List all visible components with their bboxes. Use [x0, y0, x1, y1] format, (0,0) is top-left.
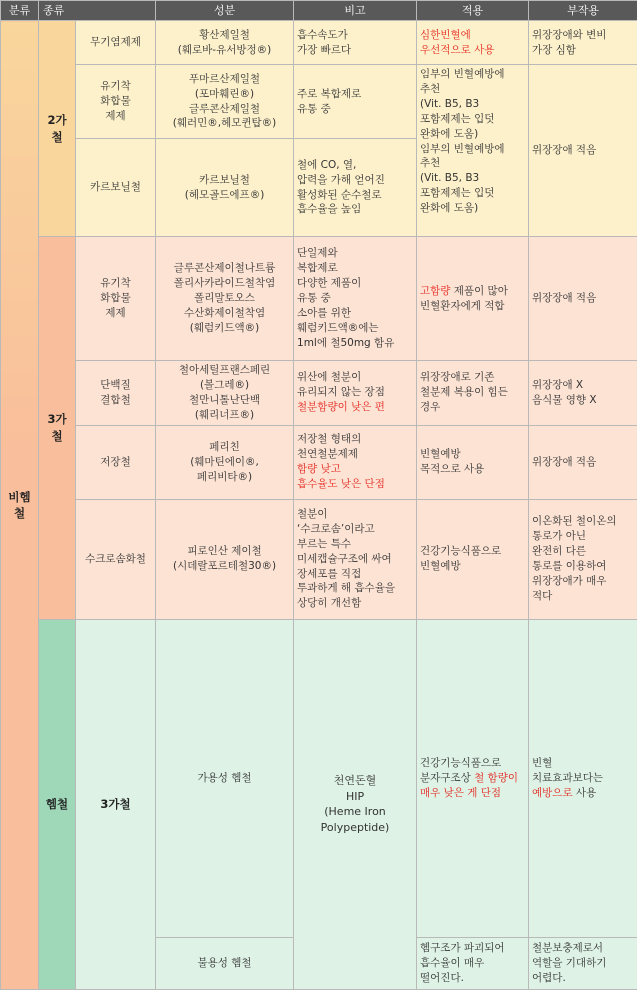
header-category: 분류: [1, 1, 39, 21]
table-row: [1, 619, 637, 937]
ingredient-cell: 푸마르산제일철 (포마훼린®) 글루콘산제일철 (훼러민®,헤모퀸탑®): [156, 65, 294, 139]
ingredient-cell: 피로인산 제이철 (시데랄포르테철30®): [156, 499, 294, 619]
apply-cell: 임부의 빈혈예방에 추천 (Vit. B5, B3 포함제제는 입덧 완화에 도움) 임부의 빈혈예방에 추천 (Vit. B5, B3 포함제제는 입덧 완화에 도움): [417, 65, 529, 237]
note-cell: 저장철 형태의 천연철분제제 함량 낮고 흡수율도 낮은 단점: [294, 425, 417, 499]
header-row: [1, 1, 637, 21]
header-ingredient: 성분: [156, 1, 294, 21]
ingredient-cell: 카르보닐철 (헤모골드에프®): [156, 139, 294, 237]
table-row: [1, 237, 637, 361]
table-row: [1, 65, 637, 139]
table-row: [1, 21, 637, 65]
ingredient-cell: 천연돈혈 HIP (Heme Iron Polypeptide): [294, 619, 417, 989]
ingredient-cell: 페리친 (훼마틴에이®, 페리비타®): [156, 425, 294, 499]
group-ferric3: 3가철: [39, 237, 76, 620]
type-cell: 수크로솜화철: [76, 499, 156, 619]
note-cell: 건강기능식품으로 분자구조상 철 함량이 매우 낮은 게 단점: [417, 619, 529, 937]
side-effect-cell: 위장장애 적음: [529, 237, 637, 361]
side-effect-cell: 위장장애 적음: [529, 425, 637, 499]
side-effect-cell: 위장장애 X 음식물 영향 X: [529, 361, 637, 426]
apply-cell: 건강기능식품으로 빈혈예방: [417, 499, 529, 619]
side-effect-cell: 이온화된 철이온의 통로가 아닌 완전히 다른 통로를 이용하여 위장장애가 매우 적다: [529, 499, 637, 619]
ingredient-cell: 황산제일철 (훼로바-유서방정®): [156, 21, 294, 65]
side-effect-cell: 위장장애 적음: [529, 65, 637, 237]
type-cell: 가용성 헴철: [156, 619, 294, 937]
type-cell: 유기착 화합물 제제: [76, 65, 156, 139]
note-cell: 단일제와 복합제로 다양한 제품이 유통 중 소아를 위한 훼럼키드액®에는 1ml에 철50mg 함유: [294, 237, 417, 361]
side-effect-cell: 위장장애와 변비 가장 심함: [529, 21, 637, 65]
apply-cell: 위장장애로 기존 철분제 복용이 힘든 경우: [417, 361, 529, 426]
apply-cell: 빈혈 치료효과보다는 예방으로 사용: [529, 619, 637, 937]
table-row: [1, 425, 637, 499]
type-cell: 카르보닐철: [76, 139, 156, 237]
group-nonheme: 비헴철: [1, 21, 39, 990]
group-heme3: 3가철: [76, 619, 156, 989]
table-row: [1, 499, 637, 619]
type-cell: 단백질 결합철: [76, 361, 156, 426]
ingredient-cell: 철아세틸프랜스페린 (볼그레®) 철만니톨난단백 (훼리너프®): [156, 361, 294, 426]
ingredient-cell: 글루콘산제이철나트륨 폴리사카라이드철착염 폴리말토오스 수산화제이철착염 (훼럼키드액®): [156, 237, 294, 361]
type-cell: 유기착 화합물 제제: [76, 237, 156, 361]
type-cell: 무기염제제: [76, 21, 156, 65]
note-cell: 위산에 철분이 유리되지 않는 장점 철분함량이 낮은 편: [294, 361, 417, 426]
header-kind: 종류: [39, 1, 156, 21]
table-row: [1, 361, 637, 426]
note-cell: 주로 복합제로 유통 중: [294, 65, 417, 139]
apply-cell: 심한빈혈에 우선적으로 사용: [417, 21, 529, 65]
note-cell: 헴구조가 파괴되어 흡수율이 매우 떨어진다.: [417, 937, 529, 989]
apply-cell: 철분보충제로서 역할을 기대하기 어렵다.: [529, 937, 637, 989]
type-cell: 불용성 헴철: [156, 937, 294, 989]
header-apply: 적용: [417, 1, 529, 21]
header-side-effect: 부작용: [529, 1, 637, 21]
group-ferric2: 2가철: [39, 21, 76, 237]
header-note: 비고: [294, 1, 417, 21]
apply-cell: 빈혈예방 목적으로 사용: [417, 425, 529, 499]
apply-cell: 고함량 제품이 많아 빈혈환자에게 적합: [417, 237, 529, 361]
note-cell: 철에 CO, 열, 압력을 가해 얻어진 활성화된 순수철로 흡수율을 높임: [294, 139, 417, 237]
group-heme: 헴철: [39, 619, 76, 989]
note-cell: 철분이 ‘수크로솜’이라고 부르는 특수 미세캡슐구조에 싸여 장세포를 직접 투과하게 해 흡수율을 상당히 개선함: [294, 499, 417, 619]
type-cell: 저장철: [76, 425, 156, 499]
note-cell: 흡수속도가 가장 빠르다: [294, 21, 417, 65]
